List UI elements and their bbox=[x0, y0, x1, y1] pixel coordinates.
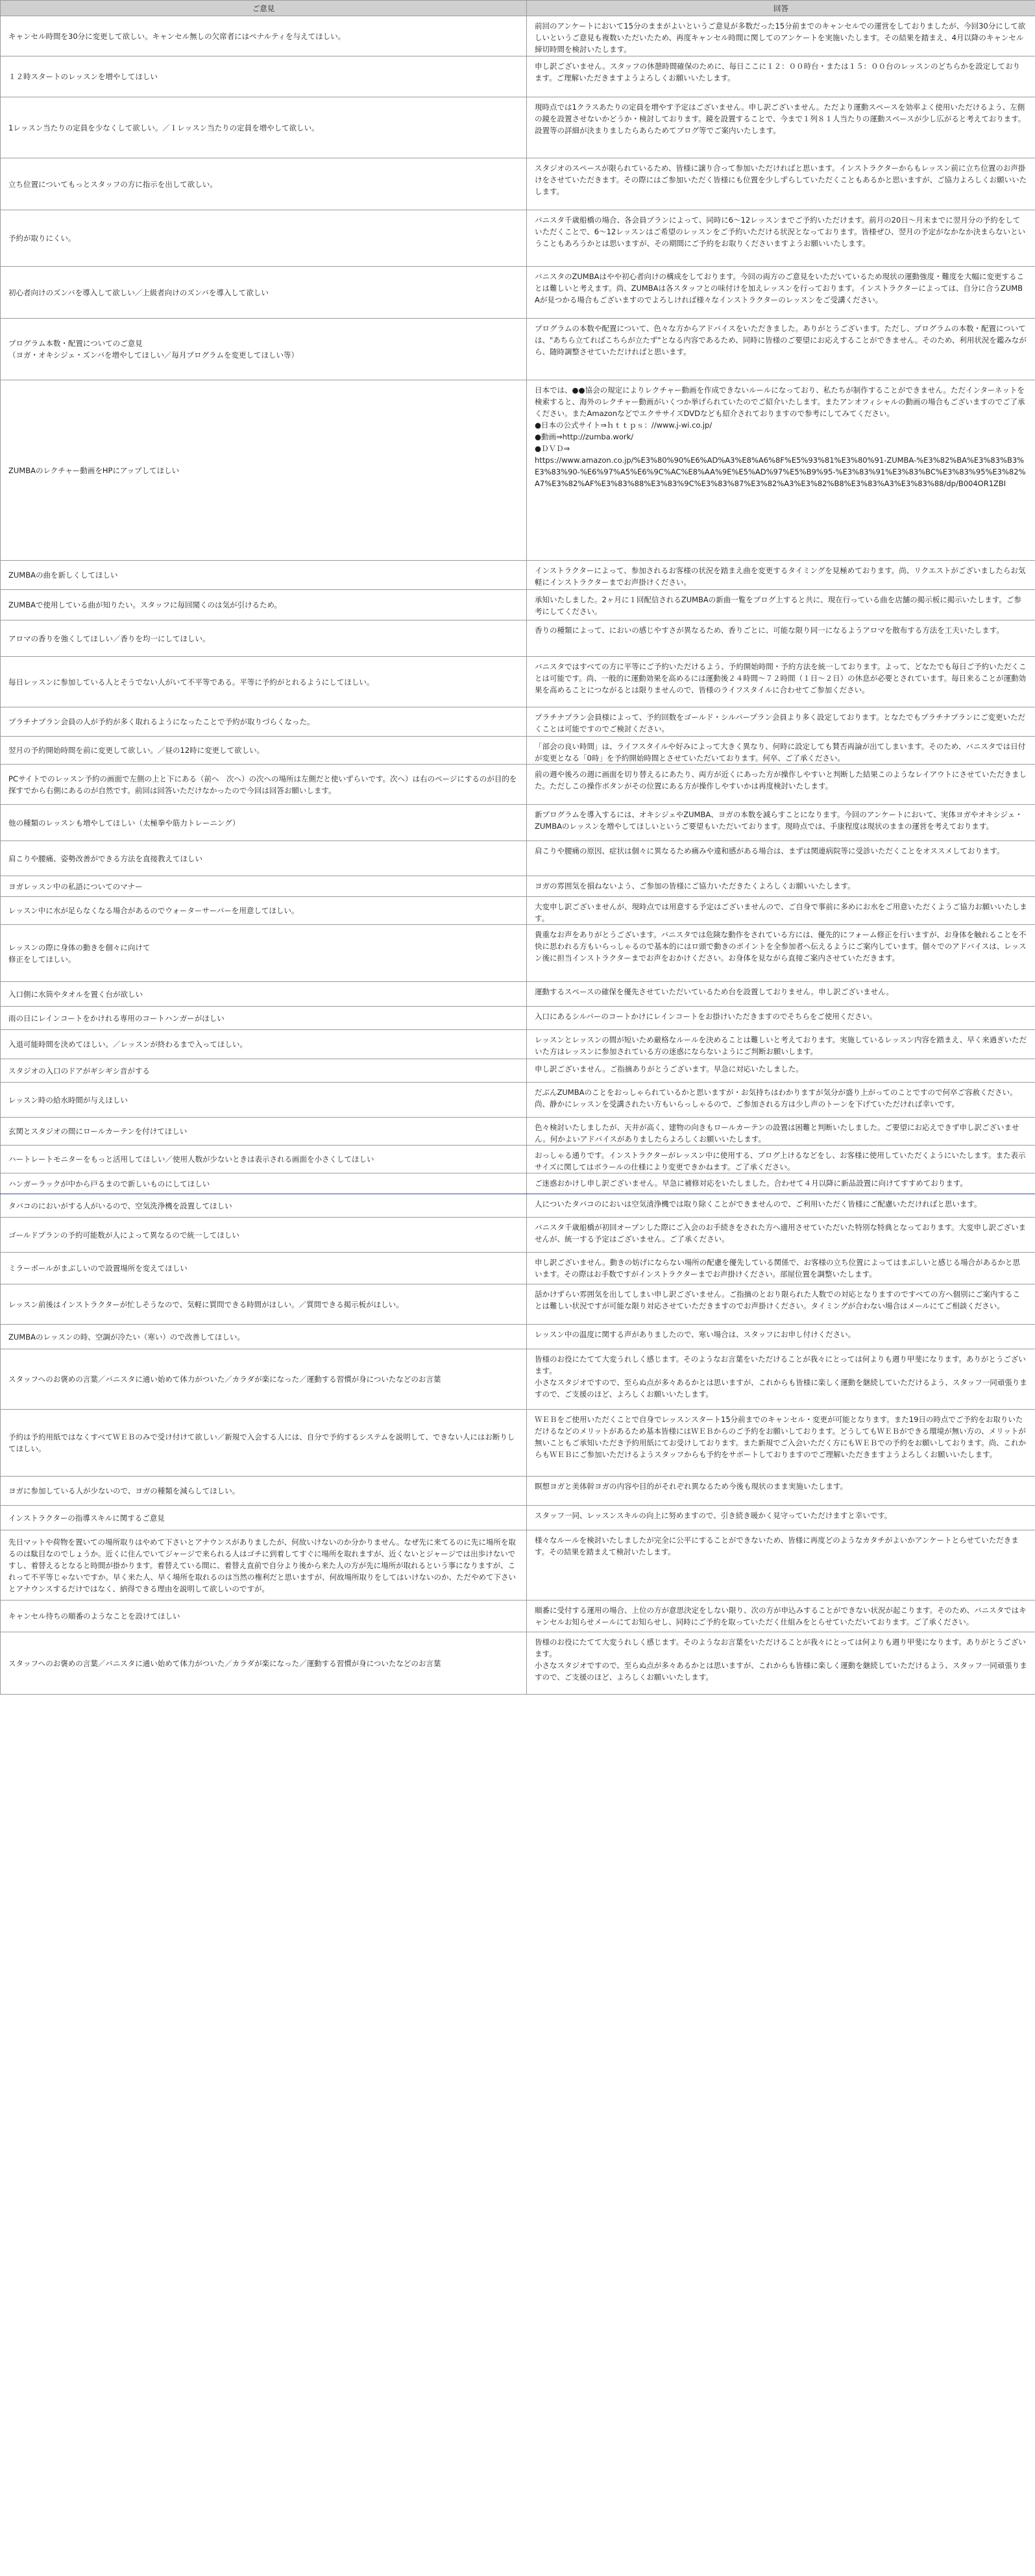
answer-cell: スタッフ一同、レッスンスキルの向上に努めますので、引き続き暖かく見守っていただけますと幸いです。 bbox=[527, 1506, 1035, 1530]
opinion-cell: キャンセル時間を30分に変更して欲しい。キャンセル無しの欠席者にはペナルティを与えてほしい。 bbox=[1, 16, 527, 56]
table-row bbox=[1, 982, 1035, 1007]
answer-cell: 運動するスペースの確保を優先させていただいているため台を設置しておりません。申し訳ございません。 bbox=[527, 982, 1035, 1007]
table-row bbox=[1, 1349, 1035, 1410]
opinion-cell: ミラーボールがまぶしいので設置場所を変えてほしい bbox=[1, 1253, 527, 1284]
answer-cell: ご迷惑おかけし申し訳ございません。早急に補修対応をいたしました。合わせて４月以降に新品設置に向けてすすめております。 bbox=[527, 1173, 1035, 1194]
table-row bbox=[1, 1477, 1035, 1506]
table-row bbox=[1, 56, 1035, 97]
table-row bbox=[1, 841, 1035, 876]
opinion-cell: ZUMBAで使用している曲が知りたい。スタッフに毎回聞くのは気が引けるため。 bbox=[1, 590, 527, 620]
opinion-cell: １２時スタートのレッスンを増やしてほしい bbox=[1, 56, 527, 97]
answer-cell: スタジオのスペースが限られているため、皆様に譲り合って参加いただければと思います。インストラクターからもレッスン前に立ち位置のお声掛けをさせていただきます。その際にはご参加いただく皆様にも位置を少しずらしていただくこともあるかと思いますが、ご協力よろしくお願いいたします。 bbox=[527, 158, 1035, 210]
answer-cell: 申し訳ございません。ご指摘ありがとうございます。早急に対応いたしました。 bbox=[527, 1059, 1035, 1083]
answer-cell: おっしゃる通りです。インストラクターがレッスン中に使用する、ブログ上けるなどをし、お客様に使用していただくようにいたします。また表示サイズに関してはボラールの仕様により変更できかねます。ご了承ください。 bbox=[527, 1146, 1035, 1173]
opinion-cell: プログラム本数・配置についてのご意見 （ヨガ・オキシジェ・ズンバを増やしてほしい／毎月プログラムを変更してほしい等） bbox=[1, 319, 527, 380]
table-row bbox=[1, 319, 1035, 380]
table-row bbox=[1, 561, 1035, 590]
opinion-cell: ゴールドプランの予約可能数が人によって異なるので統一してほしい bbox=[1, 1218, 527, 1253]
table-row bbox=[1, 1173, 1035, 1194]
opinion-cell: 毎日レッスンに参加している人とそうでない人がいて不平等である。平等に予約がとれるようにしてほしい。 bbox=[1, 657, 527, 707]
table-row bbox=[1, 267, 1035, 319]
opinion-cell: 翌月の予約開始時間を前に変更して欲しい。／昼の12時に変更して欲しい。 bbox=[1, 737, 527, 765]
table-row bbox=[1, 1059, 1035, 1083]
answer-cell: バニスタではすべての方に平等にご予約いただけるよう、予約開始時間・予約方法を統一しております。よって、どなたでも毎日ご予約いただくことは可能です。尚、一般的に運動効果を高めるには運動後２４時間～７２時間（１日～２日）の休息が必要とされています。毎日来ることが運動効果を高めることにつながるとは限りませんので、皆様のライフスタイルに合わせてご参加ください。 bbox=[527, 657, 1035, 707]
opinion-cell: 入口側に水筒やタオルを置く台が欲しい bbox=[1, 982, 527, 1007]
table-row bbox=[1, 1118, 1035, 1146]
opinion-cell: ハンガーラックが中から戸るまので新しいものにしてほしい bbox=[1, 1173, 527, 1194]
answer-cell: 皆様のお役にたてて大変うれしく感じます。そのようなお言葉をいただけることが我々にとっては何よりも週り甲斐になります。ありがとうございます。 小さなスタジオですので、至らぬ点が多々あるかとは思いますが、これからも皆様に楽しく運動を継続していただけるよう、スタッフ一同頑張りますので、ご支援のほど、よろしくお願いいたします。 bbox=[527, 1632, 1035, 1695]
answer-cell: 香りの種類によって、においの感じやすさが異なるため、香りごとに、可能な限り同一になるようアロマを散布する方法を工夫いたします。 bbox=[527, 620, 1035, 657]
answer-cell: 色々検討いたしましたが、天井が高く、建物の向きもロールカーテンの設置は困難と判断いたしました。ご要望にお応えできず申し訳ございません。何かよいアドバイスがありましたらよろしくお願いいたします。 bbox=[527, 1118, 1035, 1146]
table-row bbox=[1, 1410, 1035, 1477]
opinion-cell: 肩こりや腰痛、姿勢改善ができる方法を直接教えてほしい bbox=[1, 841, 527, 876]
table-row bbox=[1, 16, 1035, 56]
opinion-cell: 先日マットや荷物を置いての場所取りはやめて下さいとアナウンスがありましたが、何故いけないのか分かりません。なぜ先に来てるのに先に場所を取るのは駄目なのでしょうか。近くに住んでいてジャージで来られる人はゴチに到着してすぐに場所を取れますが、近くないとジャージでは出歩けないですし、着替えるとなると時間が掛かります。着替えている間に、着替え直前で自分より後から来た人の方が先に場所が取れるという事になりますが、これって不平等じゃないですか。早く来た人、早く場所を取れるのは当然の権利だと思いますが、何故場所取りをしてはいけないのか、ただやめて下さいとアナウンスするだけではなく、納得できる理由を説明して欲しいのですが。 bbox=[1, 1530, 527, 1601]
opinion-cell: 他の種類のレッスンも増やしてほしい（太極拳や筋力トレーニング） bbox=[1, 805, 527, 841]
table-row bbox=[1, 1007, 1035, 1030]
answer-cell: 新プログラムを導入するには、オキシジェやZUMBA、ヨガの本数を減らすことになります。今回のアンケートにおいて、実体ヨガやオキシジェ・ZUMBAのレッスンを増やしてほしいというご要望もいただいております。現時点では、手康程度は現状のままの運営を考えております。 bbox=[527, 805, 1035, 841]
table-row bbox=[1, 765, 1035, 805]
opinion-cell: プラチナプラン会員の人が予約が多く取れるようになったことで予約が取りづらくなった。 bbox=[1, 707, 527, 737]
table-row bbox=[1, 1253, 1035, 1284]
opinion-cell: レッスン中に水が足らなくなる場合があるのでウォーターサーバーを用意してほしい。 bbox=[1, 897, 527, 925]
answer-cell: バニスタのZUMBAはやや初心者向けの構成をしております。今回の両方のご意見をいただいているため現状の運動強度・難度を大幅に変更することは難しいと考えます。尚、ZUMBAは各スタッフとの味付けを加えレッスンを行っております。インストラクターによっては、自分に合うZUMBAが見つかる場合もございますのでよろしければ様々なインストラクターのレッスンをご受講ください。 bbox=[527, 267, 1035, 319]
table-row bbox=[1, 1194, 1035, 1218]
answer-cell: プラチナプラン会員様によって、予約回数をゴールド・シルバープラン会員より多く設定しております。となたでもプラチナプランにご変更いただくことは可能ですのでご検討ください。 bbox=[527, 707, 1035, 737]
table-row bbox=[1, 590, 1035, 620]
answer-cell: レッスン中の温度に関する声がありましたので、寒い場合は、スタッフにお申し付けください。 bbox=[527, 1325, 1035, 1349]
opinion-cell: レッスンの際に身体の動きを個々に向けて 修正をしてほしい。 bbox=[1, 925, 527, 982]
answer-cell: 順番に受付する運用の場合、上位の方が意思決定をしない限り、次の方が申込みすることができない状況が起こります。そのため、バニスタではキャンセルお知らせメールにてお知らせし、同時にご予約を取っていただく仕組みをとらせていただいております。ご了承ください。 bbox=[527, 1601, 1035, 1632]
answer-cell: 日本では、●●協会の規定によりレクチャー動画を作成できないルールになっており、私たちが制作することができません。ただインターネットを検索すると、海外のレクチャー動画がいくつか挙げられていたのでご紹介いたします。またアンオフィシャルの動画の場合もございますのでご了承ください。またAmazonなどでエクササイズDVDなども紹介されておりますので参考にしてみてください。 ●日本の公式サイト⇒ｈｔｔｐｓ：//www.j-wi.co.jp/ ●動画⇒http://zumba.work/ ●ＤＶＤ⇒ https://www.amazon.co.jp/%E3%80%90%E6%AD%A3%E8%A6%8F%E5%93%81%E3%80%91-ZUMBA-%E3%82%BA%E3%83%B3%E3%83%90-%E6%97%A5%E6%9C%AC%E8%AA%9E%E5%AD%97%E5%B9%95-%E3%83%91%E3%83%BC%E3%83%95%E3%82%A7%E3%82%AF%E3%83%88%E3%83%9C%E3%83%87%E3%82%A3%E3%82%B8%E3%83%A3%E3%83%88/dp/B004OR1ZBI bbox=[527, 380, 1035, 561]
answer-cell: インストラクターによって、参加されるお客様の状況を踏まえ曲を変更するタイミングを見極めております。尚、リクエストがございましたらお気軽にインストラクターまでお声掛けください。 bbox=[527, 561, 1035, 590]
answer-cell: 前の週や後ろの週に画面を切り替えるにあたり、両方が近くにあった方が操作しやすいと判断した結果このようなレイアウトにさせていただきました。ただしこの操作ボタンがその位置にある方が操作しやすいかは再度検討いたします。 bbox=[527, 765, 1035, 805]
table-row bbox=[1, 805, 1035, 841]
opinion-cell: スタジオの入口のドアがギシギシ音がする bbox=[1, 1059, 527, 1083]
opinion-cell: レッスン前後はインストラクターが忙しそうなので、気軽に質問できる時間がほしい。／質問できる掲示板がほしい。 bbox=[1, 1284, 527, 1325]
opinion-cell: 1レッスン当たりの定員を少なくして欲しい。／１レッスン当たりの定員を増やして欲しい。 bbox=[1, 97, 527, 158]
table-row bbox=[1, 1083, 1035, 1118]
opinion-cell: ヨガに参加している人が少ないので、ヨガの種類を減らしてほしい。 bbox=[1, 1477, 527, 1506]
answer-cell: レッスンとレッスンの間が短いため厳格なルールを決めることは難しいと考えております。実施しているレッスン内容を踏まえ、早く来過ぎいただいた方はレッスンに参加されている方の迷惑にならないようにご判断お願いします。 bbox=[527, 1030, 1035, 1059]
table-row bbox=[1, 707, 1035, 737]
answer-cell: 瞑想ヨガと美体幹ヨガの内容や目的がそれぞれ異なるため今後も現状のまま実施いたします。 bbox=[527, 1477, 1035, 1506]
opinion-cell: スタッフへのお褒めの言葉／バニスタに通い始めて体力がついた／カラダが楽になった／運動する習慣が身についたなどのお言葉 bbox=[1, 1349, 527, 1410]
table-row bbox=[1, 897, 1035, 925]
table-row bbox=[1, 97, 1035, 158]
answer-column-header: 回答 bbox=[527, 1, 1035, 16]
table-row bbox=[1, 737, 1035, 765]
table-row bbox=[1, 1325, 1035, 1349]
table-row bbox=[1, 1601, 1035, 1632]
opinion-column-header: ご意見 bbox=[1, 1, 527, 16]
table-row bbox=[1, 1530, 1035, 1601]
answer-cell: だぶんZUMBAのことをおっしゃられているかと思いますが・お気持ちはわかりますが気分が盛り上がってのことですので何卒ご容赦ください。尚、静かにレッスンを受講されたい方もいらっしゃるので、ご参加される方は少し声のトーンを下げていただければ幸いです。 bbox=[527, 1083, 1035, 1118]
answer-cell: 承知いたしました。2ヶ月に１回配信されるZUMBAの新曲一覧をブログ上すると共に、現在行っている曲を店舗の掲示板に掲示いたします。ご参考にしてください。 bbox=[527, 590, 1035, 620]
table-row bbox=[1, 1030, 1035, 1059]
table-body bbox=[1, 16, 1035, 1695]
answer-cell: 入口にあるシルバーのコートかけにレインコートをお掛けいただきますのでそちらをご使用ください。 bbox=[527, 1007, 1035, 1030]
answer-cell: 肩こりや腰痛の原因、症状は個々に異なるため痛みや違和感がある場合は、まずは関連病院等に受診いただくことをオススメしております。 bbox=[527, 841, 1035, 876]
table-row bbox=[1, 620, 1035, 657]
table-row bbox=[1, 1284, 1035, 1325]
opinion-cell: 入退可能時間を決めてほしい。／レッスンが終わるまで入ってほしい。 bbox=[1, 1030, 527, 1059]
table-row bbox=[1, 1632, 1035, 1695]
answer-cell: 皆様のお役にたてて大変うれしく感じます。そのようなお言葉をいただけることが我々にとっては何よりも週り甲斐になります。ありがとうございます。 小さなスタジオですので、至らぬ点が多々あるかとは思いますが、これからも皆様に楽しく運動を継続していただけるよう、スタッフ一同頑張りますので、ご支援のほど、よろしくお願いいたします。 bbox=[527, 1349, 1035, 1410]
opinion-cell: 予約は予約用紙ではなくすべてＷＥＢのみで受け付けて欲しい／新規で入会する人には、自分で予約するシステムを説明して、できない人にはお断りしてほしい。 bbox=[1, 1410, 527, 1477]
table-row bbox=[1, 380, 1035, 561]
answer-cell: ヨガの雰囲気を損ねないよう、ご参加の皆様にご協力いただきたくよろしくお願いいたします。 bbox=[527, 876, 1035, 897]
answer-cell: バニスタ千歳船橋が初回オープンした際にご入会のお手続きをされた方へ適用させていただいた特別な特典となっております。大変申し訳ございませんが、統一する予定はございません。ご了承ください。 bbox=[527, 1218, 1035, 1253]
opinion-cell: PCサイトでのレッスン予約の画面で左側の上と下にある（前へ 次へ）の次への場所は左側だと使いずらいです。次へ）は右のページにするのが目的を探すでから右側にあるのが自然です。前回は回答いただけなかったので今回は回答お願いします。 bbox=[1, 765, 527, 805]
opinion-cell: ZUMBAの曲を新しくしてほしい bbox=[1, 561, 527, 590]
table-row bbox=[1, 1506, 1035, 1530]
answer-cell: 現時点では1クラスあたりの定員を増やす予定はございません。申し訳ございません。ただより運動スペースを効率よく使用いただけるよう、左側の鏡を設置させないかどうか・検討しております。鏡を設置することで、今まで１列８１人当たりの運動スペースが少し広がると考えております。設置等の詳細が決まりましたらあらためてブログ等でご案内いたします。 bbox=[527, 97, 1035, 158]
table-row bbox=[1, 876, 1035, 897]
header-row bbox=[1, 1, 1035, 16]
answer-cell: 大変申し訳ございませんが、現時点では用意する予定はございませんので、ご自身で事前に多めにお水をご用意いただくようご協力お願いいたします。 bbox=[527, 897, 1035, 925]
opinion-cell: ZUMBAのレッスンの時、空調が冷たい（寒い）ので改善してほしい。 bbox=[1, 1325, 527, 1349]
answer-cell: 「部会の良い時間」は、ライフスタイルや好みによって大きく異なり、何時に設定しても賛否両論が出てしまいます。そのため、バニスタでは日付が変更となる「0時」を予約開始時間とさせていただいております。何卒、ご了承ください。 bbox=[527, 737, 1035, 765]
table-row bbox=[1, 1218, 1035, 1253]
answer-cell: プログラムの本数や配置について、色々な方からアドバイスをいただきました。ありがとうございます。ただし、プログラムの本数・配置については、"あちら立てればこちらが立たず"となる内容であるため、同時に皆様のご要望にお応えすることができません。そのため、利用状況を鑑みながら、随時調整させていただければと思います。 bbox=[527, 319, 1035, 380]
opinion-cell: ZUMBAのレクチャー動画をHPにアップしてほしい bbox=[1, 380, 527, 561]
table-row bbox=[1, 925, 1035, 982]
opinion-cell: タバコのにおいがする人がいるので、空気洗浄機を設置してほしい bbox=[1, 1194, 527, 1218]
table-row bbox=[1, 657, 1035, 707]
answer-cell: 申し訳ございません。スタッフの休憩時間確保のために、毎日ここに１２：００時台・または１５：００台のレッスンのどちらかを設定しております。ご理解いただきますようよろしくお願いいたします。 bbox=[527, 56, 1035, 97]
opinion-cell: スタッフへのお褒めの言葉／バニスタに通い始めて体力がついた／カラダが楽になった／運動する習慣が身についたなどのお言葉 bbox=[1, 1632, 527, 1695]
opinion-cell: インストラクターの指導スキルに関するご意見 bbox=[1, 1506, 527, 1530]
opinion-cell: 立ち位置についてもっとスタッフの方に指示を出して欲しい。 bbox=[1, 158, 527, 210]
answer-cell: 話かけずらい雰囲気を出してしまい申し訳ございません。ご指摘のとおり限られた人数での対応となりますのですべての方へ個別にご案内することは難しい状況ですが可能な限り対応させていただきますのでお声掛けください。タイミングが合わない場合はメールにてご相談ください。 bbox=[527, 1284, 1035, 1325]
opinion-cell: 予約が取りにくい。 bbox=[1, 210, 527, 267]
opinion-cell: ヨガレッスン中の私語についてのマナー bbox=[1, 876, 527, 897]
opinion-cell: キャンセル待ちの順番のようなことを設けてほしい bbox=[1, 1601, 527, 1632]
opinion-cell: レッスン時の給水時間が与えほしい bbox=[1, 1083, 527, 1118]
table-row bbox=[1, 158, 1035, 210]
answer-cell: ＷＥＢをご使用いただくことで自身でレッスンスタート15分前までのキャンセル・変更が可能となります。また19日の時点でご予約をお取りいただけるなどのメリットがあるため基本皆様にはＷＥＢからのご予約をお願いしております。どうしてもＷＥＢができる環境が無い方の、メリットが無いこともご承知いただき予約用紙にてお受けしております。また新規でご入会いただく方にもＷＥＢでの予約をお願いしております。尚、これからもＷＥＢにご参加いただけるようスタッフからも予約をサポートしておりますのでご理解いただきますようよろしくお願いいたします。 bbox=[527, 1410, 1035, 1477]
answer-cell: 様々なルールを検討いたしましたが完全に公平にすることができないため、皆様に再度どのようなカタチがよいかアンケートとらせていただきます。その結果を踏まえて検討いたします。 bbox=[527, 1530, 1035, 1601]
answer-cell: 申し訳ございません。動きの妨げにならない場所の配慮を優先している関係で、お客様の立ち位置によってはまぶしいと感じる場合があるかと思います。その際はお手数ですがインストラクターまでお声掛けください。部屋位置を調整いたします。 bbox=[527, 1253, 1035, 1284]
opinion-cell: 雨の日にレインコートをかけれる専用のコートハンガーがほしい bbox=[1, 1007, 527, 1030]
answer-cell: 人についたタバコのにおいは空気清浄機では取り除くことができませんので、ご利用いただく皆様にご配慮いただければと思います。 bbox=[527, 1194, 1035, 1218]
opinion-cell: 初心者向けのズンバを導入して欲しい／上級者向けのズンバを導入して欲しい bbox=[1, 267, 527, 319]
answer-cell: バニスタ千歳船橋の場合、各会員プランによって、同時に6～12レッスンまでご予約いただけます。前月の20日～月末までに翌月分の予約をしていただくことで、6～12レッスンはご希望のレッスンをご予約いただける状況となっております。皆様ぜひ、翌月の予定がなかなか決まらないということもあろうかとは思いますが、その期間にご予約をお取りくださいますようお願いいたします。 bbox=[527, 210, 1035, 267]
table-row bbox=[1, 210, 1035, 267]
opinion-cell: ハートレートモニターをもっと活用してほしい／使用人数が少ないときは表示される画面を小さくしてほしい bbox=[1, 1146, 527, 1173]
answer-cell: 前回のアンケートにおいて15分のままがよいというご意見が多数だった15分前までのキャンセルでの運営をしておりましたが、今回30分にして欲しいというご意見も複数いただいたため、再度キャンセル時間に関してのアンケートを実施いたします。その結果を踏まえ、4月以降のキャンセル締切時間を検討いたします。 bbox=[527, 16, 1035, 56]
table-row bbox=[1, 1146, 1035, 1173]
opinion-cell: アロマの香りを強くしてほしい／香りを均一にしてほしい。 bbox=[1, 620, 527, 657]
opinion-cell: 玄関とスタジオの間にロールカーテンを付けてほしい bbox=[1, 1118, 527, 1146]
answer-cell: 貴重なお声をありがとうございます。バニスタでは危険な動作をされている方には、優先的にフォーム修正を行いますが、お身体を触れることを不快に思われる方もいらっしゃるので基本的にはロ頭で動きのポイントを全参加者へ伝えるようにご案内しています。個々でのアドバイスは、レッスン後に担当インストラクターまでお声をおかけください。お身体を見ながら直接ご案内させていただきます。 bbox=[527, 925, 1035, 982]
